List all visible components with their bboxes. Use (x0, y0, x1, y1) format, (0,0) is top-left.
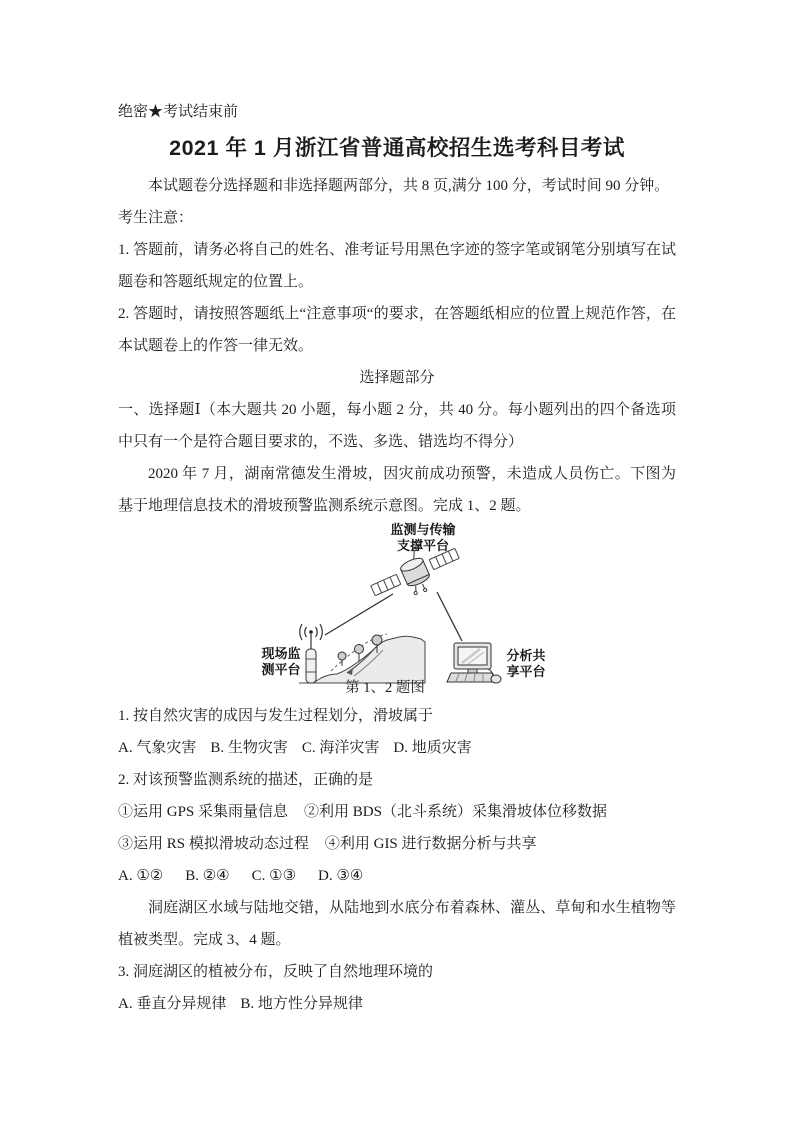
q2-option-b: B. ②④ (185, 868, 230, 884)
question-1-stem: 1. 按自然灾害的成因与发生过程划分，滑坡属于 (118, 708, 434, 724)
exam-info: 本试题卷分选择题和非选择题两部分，共 8 页,满分 100 分，考试时间 90 分钟。 (148, 178, 670, 194)
q2-option-a: A. ①② (118, 868, 164, 884)
q3-option-a: A. 垂直分异规律 (118, 996, 227, 1012)
passage-1: 2020 年 7 月，湖南常德发生滑坡，因灾前成功预警，未造成人员伤亡。下图为基于地理信息技术的滑坡预警监测系统示意图。完成 1、2 题。 (118, 466, 676, 514)
q2-item-2: ②利用 BDS（北斗系统）采集滑坡体位移数据 (304, 804, 607, 820)
section-heading: 选择题部分 (359, 370, 435, 386)
q1-option-b: B. 生物灾害 (210, 740, 288, 756)
q2-item-3: ③运用 RS 模拟滑坡动态过程 (118, 836, 309, 852)
page-content (118, 96, 676, 1020)
computer-icon (447, 643, 501, 683)
question-2-items-line1 (118, 796, 676, 828)
passage-2: 洞庭湖区水域与陆地交错，从陆地到水底分布着森林、灌丛、草甸和水生植物等植被类型。完成 3、4 题。 (118, 900, 676, 948)
notice-item-1: 1. 答题前，请务必将自己的姓名、准考证号用黑色字迹的签字笔或钢笔分别填写在试题卷和答题纸规定的位置上。 (118, 242, 676, 290)
q3-option-b: B. 地方性分异规律 (240, 996, 363, 1012)
link-line-satellite-to-site (325, 594, 393, 635)
q2-option-c: C. ①③ (251, 868, 297, 884)
page-title: 2021 年 1 月浙江省普通高校招生选考科目考试 (169, 136, 625, 160)
question-1-options (118, 732, 676, 764)
question-2-stem: 2. 对该预警监测系统的描述，正确的是 (118, 772, 374, 788)
q2-item-4: ④利用 GIS 进行数据分析与共享 (324, 836, 537, 852)
section1-intro: 一、选择题Ⅰ（本大题共 20 小题，每小题 2 分，共 40 分。每小题列出的四个备选项中只有一个是符合题目要求的，不选、多选、错选均不得分） (118, 402, 676, 450)
satellite-platform-label: 监测与传输 支撑平台 (390, 522, 456, 553)
question-3-options (118, 988, 676, 1020)
question-2-items-line2 (118, 828, 676, 860)
q2-item-1: ①运用 GPS 采集雨量信息 (118, 804, 289, 820)
q2-option-d: D. ③④ (318, 868, 364, 884)
landslide-hill-icon (299, 634, 425, 683)
figure-caption: 第 1、2 题图 (345, 680, 425, 696)
site-platform-label: 现场监 测平台 (261, 646, 301, 677)
q1-option-c: C. 海洋灾害 (301, 740, 380, 756)
notice-heading: 考生注意： (118, 210, 194, 226)
share-platform-label: 分析共 享平台 (506, 648, 546, 679)
q1-option-d: D. 地质灾害 (393, 740, 472, 756)
question-3-stem: 3. 洞庭湖区的植被分布，反映了自然地理环境的 (118, 964, 434, 980)
question-2-options (118, 860, 676, 892)
link-line-satellite-to-computer (437, 592, 462, 641)
secrecy-notice: 绝密★考试结束前 (118, 104, 239, 120)
q1-option-a: A. 气象灾害 (118, 740, 197, 756)
notice-item-2: 2. 答题时，请按照答题纸上“注意事项“的要求，在答题纸相应的位置上规范作答，在本试题卷上的作答一律无效。 (118, 306, 676, 354)
figure-q1-q2 (255, 522, 555, 700)
